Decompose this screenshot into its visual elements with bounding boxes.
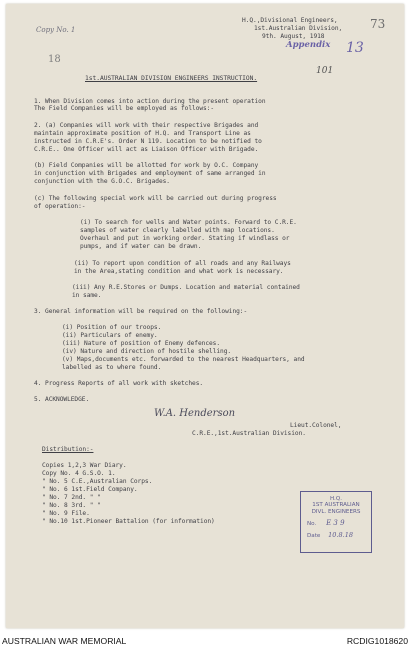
para-2c-i-line-4: pumps, and if water can be drawn. <box>80 243 202 250</box>
stamp-date-row <box>301 532 371 539</box>
distribution-heading: Distribution:- <box>42 446 94 453</box>
para-3-item-1: (i) Position of our troops. <box>62 324 162 331</box>
header-line-1: H.Q.,Divisional Engineers, <box>242 17 338 24</box>
para-2c-ii-line-2: in the Area,stating condition and what work is necessary. <box>74 268 284 275</box>
pencil-numeral-18: 18 <box>48 54 61 65</box>
stamp-no-label: No. <box>307 521 317 528</box>
para-3-item-2: (ii) Particulars of enemy. <box>62 332 158 339</box>
signature-title: Lieut.Colonel, <box>290 422 342 429</box>
para-2c-line-2: of operation:- <box>34 203 86 210</box>
stamp-no-row <box>301 520 371 527</box>
pencil-number-101: 101 <box>316 66 334 76</box>
para-3-item-3: (iii) Nature of position of Enemy defences. <box>62 340 221 347</box>
para-2a-line-1: 2. (a) Companies will work with their respective Brigades and <box>34 122 259 129</box>
distribution-line-3: " No. 5 C.E.,Australian Corps. <box>42 478 153 485</box>
document-page <box>6 4 404 628</box>
footer-credit: AUSTRALIAN WAR MEMORIAL <box>2 636 127 646</box>
para-3-item-5: (v) Maps,documents etc. forwarded to the nearest Headquarters, and <box>62 356 305 363</box>
hq-stamp <box>300 491 372 553</box>
distribution-line-8: " No.10 1st.Pioneer Battalion (for information) <box>42 518 215 525</box>
distribution-line-5: " No. 7 2nd. " " <box>42 494 101 501</box>
signature-unit: C.R.E.,1st.Australian Division. <box>192 430 306 437</box>
header-line-2: 1st.Australian Division, <box>254 25 343 32</box>
stamp-line-1: H.Q. <box>329 496 343 502</box>
folio-number: 73 <box>370 17 386 31</box>
para-2c-i-line-2: samples of water clearly labelled with map locations. <box>80 227 275 234</box>
document-title: 1st.AUSTRALIAN DIVISION ENGINEERS INSTRUCTION. <box>85 75 258 82</box>
signature: W.A. Henderson <box>154 408 236 419</box>
distribution-line-4: " No. 6 1st.Field Company. <box>42 486 138 493</box>
para-3-item-6: labelled as to where found. <box>62 364 162 371</box>
para-1-line-2: The Field Companies will be employed as follows:- <box>34 105 215 112</box>
stamp-line-2: 1ST AUSTRALIAN <box>312 502 360 509</box>
distribution-line-6: " No. 8 3rd. " " <box>42 502 101 509</box>
appendix-number: 13 <box>346 40 364 56</box>
para-2a-line-2: maintain approximate position of H.Q. and Transport Line as <box>34 130 251 137</box>
para-2b-line-2: in conjunction with Brigades and employment of same arranged in <box>34 170 266 177</box>
stamp-no-value: E 3 9 <box>326 519 345 528</box>
para-2c-line-1: (c) The following special work will be carried out during progress <box>34 195 277 202</box>
appendix-label: Appendix <box>286 40 331 50</box>
para-4: 4. Progress Reports of all work with sketches. <box>34 380 204 387</box>
para-3: 3. General information will be required on the following:- <box>34 308 248 315</box>
distribution-line-7: " No. 9 File. <box>42 510 90 517</box>
para-1-line-1: 1. When Division comes into action during the present operation <box>34 98 266 105</box>
para-2c-i-line-1: (i) To search for wells and Water points. Forward to C.R.E. <box>80 219 297 226</box>
stamp-date-value: 10.8.18 <box>328 530 353 539</box>
para-2a-line-3: instructed in C.R.E's. Order N 119. Location to be notified to <box>34 138 262 145</box>
distribution-line-2: Copy No. 4 G.S.O. 1. <box>42 470 116 477</box>
para-2b-line-3: conjunction with the G.O.C. Brigades. <box>34 178 170 185</box>
copy-number-note: Copy No. 1 <box>36 26 76 34</box>
para-2c-iii-line-2: in same. <box>72 292 102 299</box>
para-2c-ii-line-1: (ii) To report upon condition of all roads and any Railways <box>74 260 291 267</box>
header-line-3: 9th. August, 1918 <box>262 33 325 40</box>
stamp-date-label: Date <box>307 532 321 539</box>
para-2a-line-4: C.R.E.. One Officer will act as Liaison Officer with Brigade. <box>34 146 259 153</box>
para-5: 5. ACKNOWLEDGE. <box>34 396 90 403</box>
distribution-line-1: Copies 1,2,3 War Diary. <box>42 462 127 469</box>
para-2b-line-1: (b) Field Companies will be allotted for work by O.C. Company <box>34 162 259 169</box>
para-3-item-4: (iv) Nature and direction of hostile shelling. <box>62 348 232 355</box>
stamp-line-3: DIVL. ENGINEERS <box>311 508 361 515</box>
footer-record-id: RCDIG1018620 <box>346 636 408 646</box>
para-2c-iii-line-1: (iii) Any R.E.Stores or Dumps. Location and material contained <box>72 284 300 291</box>
para-2c-i-line-3: Overhaul and put in working order. Stating if windlass or <box>80 235 290 242</box>
